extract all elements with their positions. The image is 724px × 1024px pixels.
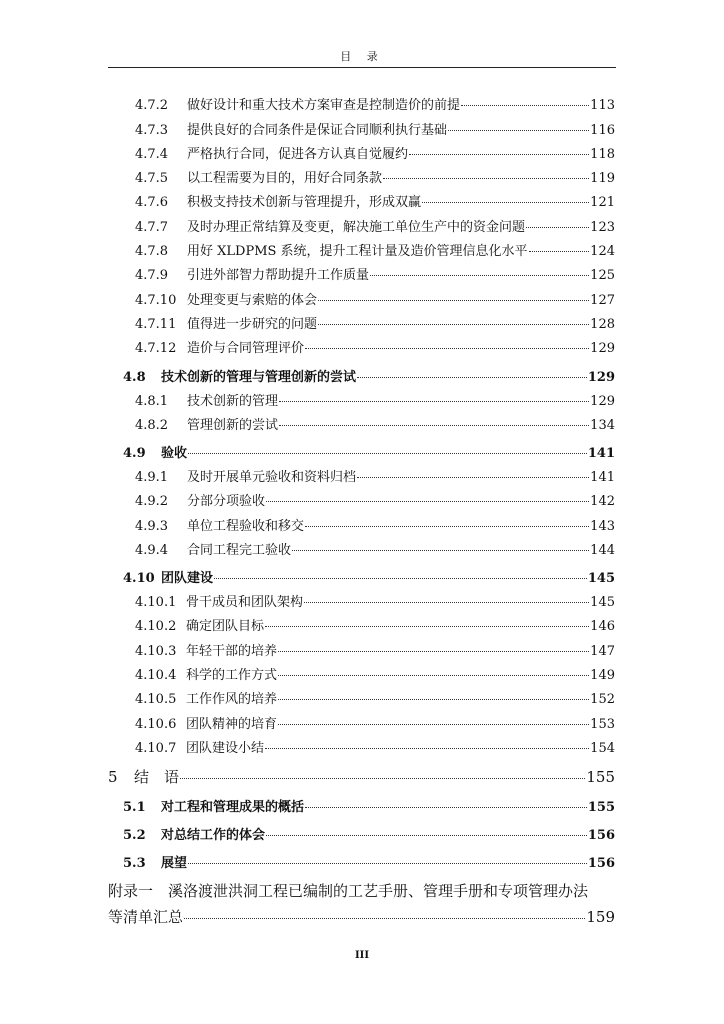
toc-entry-4-9-4[interactable]: 4.9.4 合同工程完工验收 144 [135, 543, 615, 558]
leader-dots [422, 202, 589, 203]
leader-dots [279, 401, 589, 402]
leader-dots [526, 227, 589, 228]
toc-entry-4-10-3[interactable]: 4.10.3 年轻干部的培养 147 [135, 644, 615, 659]
leader-dots [383, 178, 589, 179]
leader-dots [318, 324, 589, 325]
toc-entry-5-3[interactable]: 5.3 展望 156 [123, 856, 615, 871]
leader-dots [278, 675, 589, 676]
toc-entry-4-9-1[interactable]: 4.9.1 及时开展单元验收和资料归档 141 [135, 470, 615, 485]
leader-dots [357, 477, 589, 478]
leader-dots [304, 602, 589, 603]
leader-dots [184, 918, 585, 919]
leader-dots [292, 550, 589, 551]
leader-dots [461, 105, 589, 106]
toc-entry-4-10[interactable]: 4.10 团队建设 145 [123, 571, 615, 586]
toc-entry-4-7-5[interactable]: 4.7.5 以工程需要为目的，用好合同条款 119 [135, 171, 615, 186]
running-header: 目 录 [340, 50, 384, 63]
toc-entry-4-7-7[interactable]: 4.7.7 及时办理正常结算及变更，解决施工单位生产中的资金问题 123 [135, 220, 615, 235]
toc-entry-4-8[interactable]: 4.8 技术创新的管理与管理创新的尝试 129 [123, 370, 615, 385]
leader-dots [188, 863, 587, 864]
toc-entry-4-10-2[interactable]: 4.10.2 确定团队目标 146 [135, 619, 615, 634]
toc-entry-4-7-12[interactable]: 4.7.12 造价与合同管理评价 129 [135, 341, 615, 356]
leader-dots [265, 748, 589, 749]
toc-entry-4-7-11[interactable]: 4.7.11 值得进一步研究的问题 128 [135, 317, 615, 332]
toc-entry-4-10-7[interactable]: 4.10.7 团队建设小结 154 [135, 741, 615, 756]
leader-dots [357, 377, 587, 378]
toc-entry-4-9-3[interactable]: 4.9.3 单位工程验收和移交 143 [135, 519, 615, 534]
leader-dots [409, 154, 589, 155]
leader-dots [370, 275, 589, 276]
leader-dots [266, 501, 589, 502]
toc-entry-4-9-2[interactable]: 4.9.2 分部分项验收 142 [135, 494, 615, 509]
toc-appendix-line-2[interactable]: 等清单汇总 159 [108, 908, 615, 926]
page-number: III [354, 950, 370, 961]
toc-entry-4-9[interactable]: 4.9 验收 141 [123, 446, 615, 461]
leader-dots [278, 724, 589, 725]
leader-dots [529, 251, 590, 252]
toc-entry-4-7-8[interactable]: 4.7.8 用好 XLDPMS 系统，提升工程计量及造价管理信息化水平 124 [135, 244, 615, 259]
toc-entry-5-2[interactable]: 5.2 对总结工作的体会 156 [123, 828, 615, 843]
leader-dots [305, 526, 589, 527]
toc-entry-5[interactable]: 5 结 语 155 [108, 768, 615, 786]
leader-dots [278, 699, 589, 700]
leader-dots [214, 578, 587, 579]
toc-entry-4-10-1[interactable]: 4.10.1 骨干成员和团队架构 145 [135, 595, 615, 610]
toc-entry-4-10-4[interactable]: 4.10.4 科学的工作方式 149 [135, 668, 615, 683]
toc-entry-4-7-10[interactable]: 4.7.10 处理变更与索赔的体会 127 [135, 293, 615, 308]
toc-entry-4-7-4[interactable]: 4.7.4 严格执行合同，促进各方认真自觉履约 118 [135, 147, 615, 162]
leader-dots [188, 453, 587, 454]
leader-dots [318, 300, 589, 301]
toc-entry-4-10-5[interactable]: 4.10.5 工作作风的培养 152 [135, 692, 615, 707]
toc-entry-4-7-3[interactable]: 4.7.3 提供良好的合同条件是保证合同顺利执行基础 116 [135, 123, 615, 138]
toc-entry-4-10-6[interactable]: 4.10.6 团队精神的培育 153 [135, 717, 615, 732]
toc-entry-4-8-2[interactable]: 4.8.2 管理创新的尝试 134 [135, 418, 615, 433]
leader-dots [279, 425, 589, 426]
leader-dots [278, 651, 589, 652]
toc-entry-5-1[interactable]: 5.1 对工程和管理成果的概括 155 [123, 800, 615, 815]
toc-entry-4-8-1[interactable]: 4.8.1 技术创新的管理 129 [135, 394, 615, 409]
leader-dots [180, 778, 585, 779]
toc-entry-4-7-6[interactable]: 4.7.6 积极支持技术创新与管理提升，形成双赢 121 [135, 195, 615, 210]
leader-dots [305, 348, 589, 349]
toc-appendix-line-1[interactable]: 附录一 溪洛渡泄洪洞工程已编制的工艺手册、管理手册和专项管理办法 [108, 882, 589, 900]
leader-dots [305, 807, 587, 808]
toc-entry-4-7-2[interactable]: 4.7.2 做好设计和重大技术方案审查是控制造价的前提 113 [135, 98, 615, 113]
leader-dots [448, 130, 589, 131]
toc-entry-4-7-9[interactable]: 4.7.9 引进外部智力帮助提升工作质量 125 [135, 268, 615, 283]
leader-dots [265, 626, 589, 627]
leader-dots [266, 835, 587, 836]
